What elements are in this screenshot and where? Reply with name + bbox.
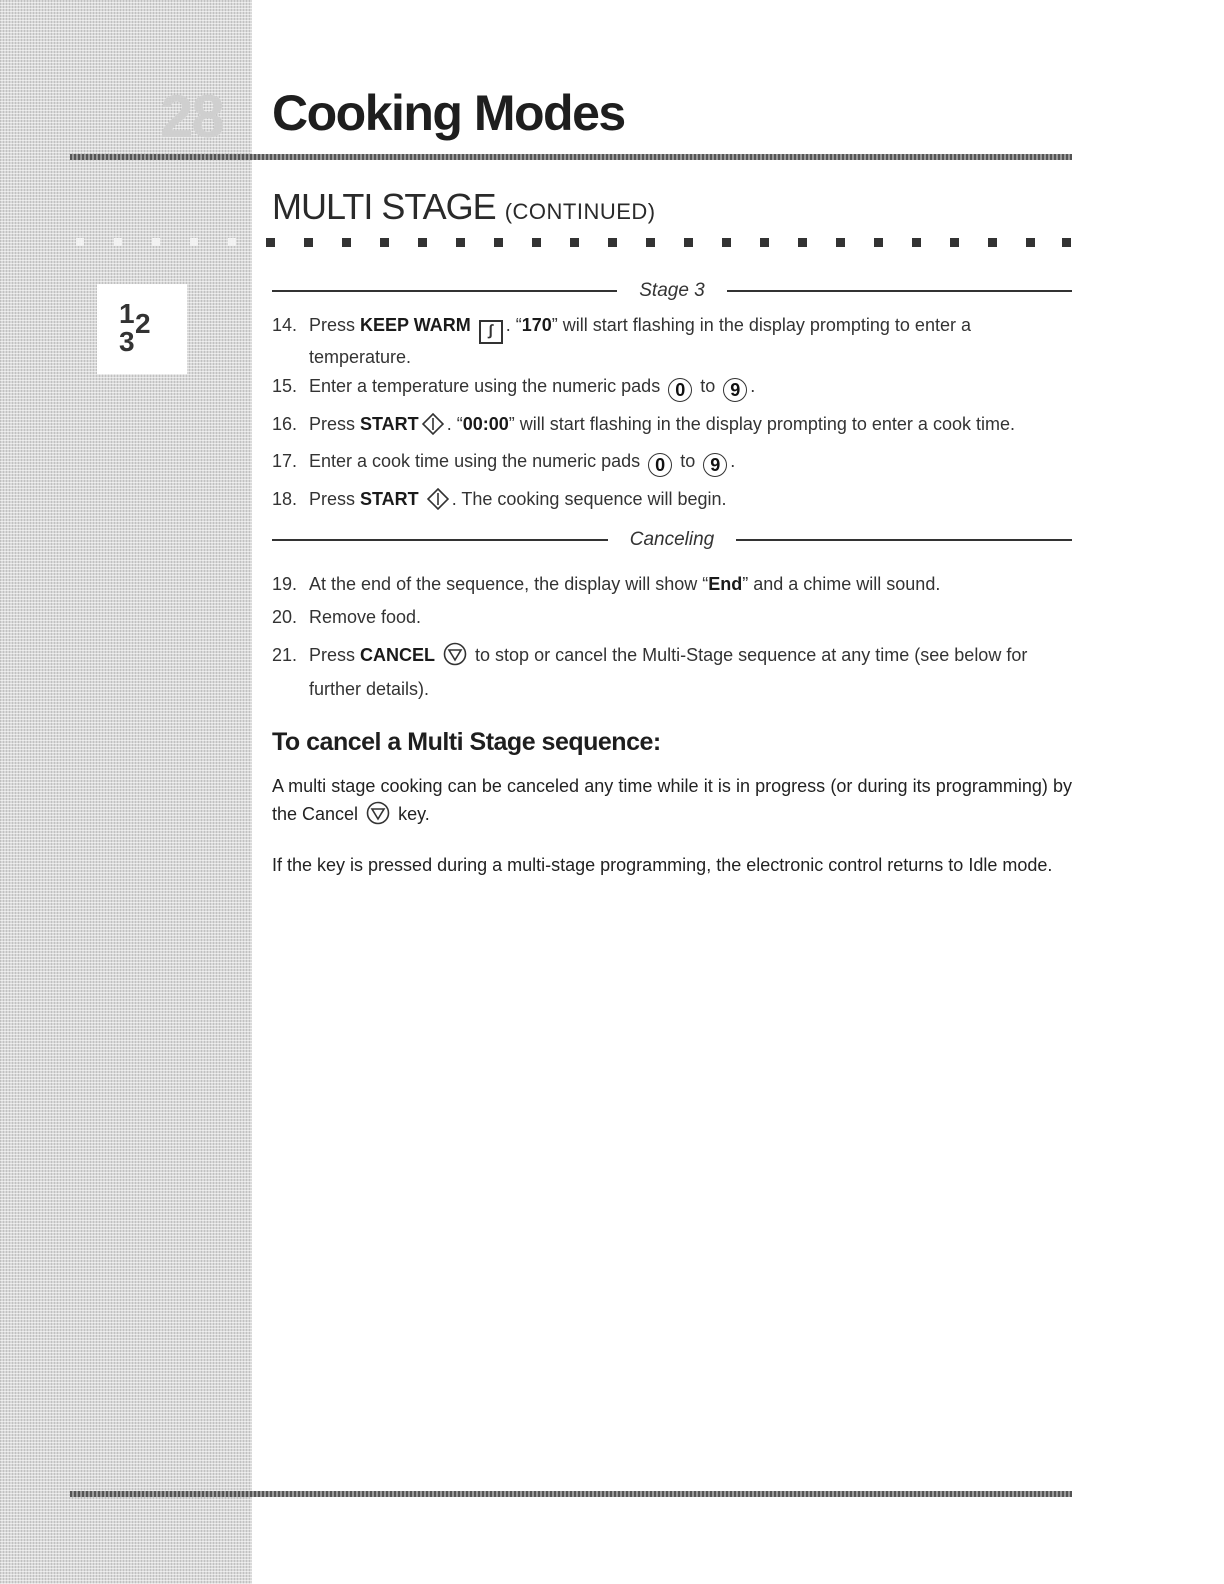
dot [304,238,313,247]
heading-rule [272,290,617,292]
dot [114,238,122,246]
step-text: Remove food. [309,607,422,627]
cook-time-value: 00:00 [462,414,509,434]
step-18 [272,486,1072,513]
step-text: Press [309,315,361,335]
step-number: 17. [272,451,298,471]
dot [760,238,769,247]
dot [988,238,997,247]
step-text: ” will start flashing in the display prompting to enter a temperature. [309,315,971,367]
dot [798,238,807,247]
step-text: Enter a temperature using the numeric pads [309,376,661,396]
cancel-label: CANCEL [360,645,436,665]
step-body [309,486,1072,513]
numeric-pad-0-icon: 0 [648,453,672,477]
step-body [309,571,1072,598]
cancel-icon [443,642,467,666]
section-title [272,186,656,228]
dot [342,238,351,247]
header-rule [70,154,1072,160]
step-21 [272,638,1072,706]
canceling-heading [272,530,1072,550]
step-text: Press [309,414,361,434]
dot [570,238,579,247]
step-text: At the end of the sequence, the display will show “ [309,574,709,594]
dot [836,238,845,247]
step-text: Press [309,645,361,665]
fraction-digit: 1 [119,298,135,329]
numeric-pad-0-icon: 0 [668,378,692,402]
step-text: . “ [446,414,463,434]
fraction-digit: 3 [119,326,135,357]
stage-3-heading-text: Stage 3 [639,280,705,301]
step-text: ” will start flashing in the display prompting to enter a cook time. [508,414,1015,434]
step-text: Press [309,489,361,509]
dot [532,238,541,247]
step-text: ” and a chime will sound. [742,574,941,594]
sidebar-dot-row [0,238,252,246]
dot [722,238,731,247]
dot [152,238,160,246]
step-16 [272,411,1072,438]
cancel-sequence-heading: To cancel a Multi Stage sequence: [272,728,661,756]
fraction-digit: 2 [135,308,151,339]
dot [380,238,389,247]
section-dot-row [262,238,1074,247]
keep-warm-icon: ∫ [479,320,503,344]
step-14 [272,312,1072,371]
step-text: to [675,451,701,471]
dot [912,238,921,247]
dot [418,238,427,247]
start-label: START [360,414,419,434]
dot [950,238,959,247]
step-number: 21. [272,645,298,665]
step-number: 15. [272,376,298,396]
paragraph-text: A multi stage cooking can be canceled any time while it is in progress (or during its programming) by the Cancel [272,776,1072,824]
dot [684,238,693,247]
dot [76,238,84,246]
step-17 [272,448,1072,477]
step-body [309,373,1072,402]
dot [1026,238,1035,247]
step-body [309,638,1072,706]
step-number: 20. [272,607,298,627]
step-body [309,604,1072,631]
step-text: . [750,376,756,396]
step-number: 18. [272,489,298,509]
step-body [309,411,1072,438]
dot [1062,238,1071,247]
step-text: . “ [505,315,522,335]
step-body [309,448,1072,477]
end-label: End [708,574,743,594]
step-19 [272,571,1072,598]
dot [608,238,617,247]
keep-warm-label: KEEP WARM [360,315,471,335]
step-20 [272,604,1072,631]
heading-rule [736,539,1072,541]
start-icon [427,488,449,510]
paragraph-text: key. [393,804,430,824]
step-number: 19. [272,574,298,594]
step-15 [272,373,1072,402]
heading-rule [272,539,608,541]
start-label: START [360,489,419,509]
numeric-pad-9-icon: 9 [723,378,747,402]
step-text: . [730,451,736,471]
page-title: Cooking Modes [272,85,625,141]
heading-rule [727,290,1072,292]
page-number: 28 [160,83,223,150]
section-title-text: MULTI STAGE [272,186,496,227]
step-text: to stop or cancel the Multi-Stage sequence at any time (see below for further details). [309,645,1028,699]
section-continued: (CONTINUED) [504,199,656,224]
footer-rule [70,1491,1072,1497]
dot [228,238,236,246]
numeric-pad-9-icon: 9 [703,453,727,477]
dot [646,238,655,247]
cancel-paragraph-2: If the key is pressed during a multi-stage programming, the electronic control returns to Idle mode. [272,855,1053,875]
temperature-value: 170 [521,315,552,335]
step-text: Enter a cook time using the numeric pads [309,451,641,471]
step-body [309,312,1072,371]
dot [494,238,503,247]
cancel-paragraph-1 [272,772,1072,828]
dot [456,238,465,247]
cancel-icon [366,801,390,825]
step-text: . The cooking sequence will begin. [451,489,727,509]
multi-stage-icon [97,284,187,374]
dot [874,238,883,247]
step-text: to [695,376,721,396]
step-number: 16. [272,414,298,434]
dot [190,238,198,246]
dot [266,238,275,247]
start-icon [422,413,444,435]
step-number: 14. [272,315,298,335]
canceling-heading-text: Canceling [629,529,715,550]
stage-3-heading [272,281,1072,301]
